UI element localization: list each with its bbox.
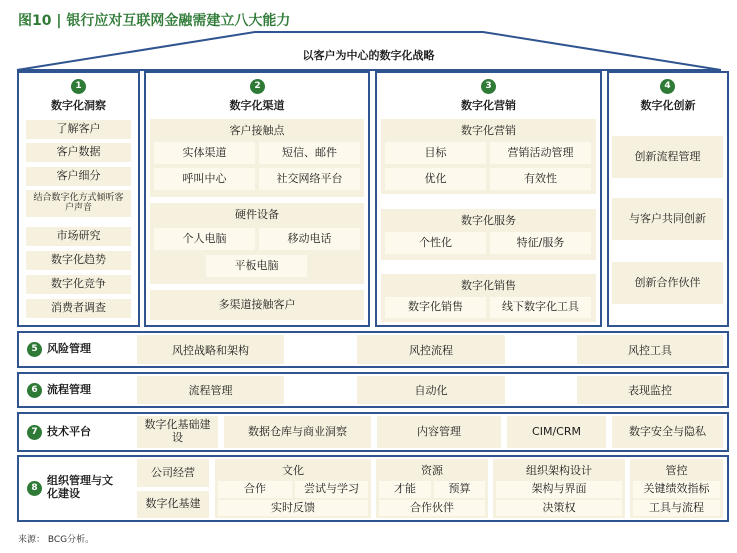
org-design-title: 组织架构设计 [526, 464, 592, 477]
channel-item: 社交网络平台 [259, 168, 360, 190]
resource-item: 合作伙伴 [379, 500, 485, 516]
roof-title: 以客户为中心的数字化战略 [302, 49, 435, 62]
risk-item: 风控流程 [357, 335, 505, 364]
sales-item: 数字化销售 [385, 297, 486, 318]
hardware-item: 个人电脑 [154, 228, 255, 250]
number-badge-3: 3 [481, 79, 496, 94]
tech-item: CIM/CRM [507, 416, 606, 448]
column-title-channel: 数字化渠道 [229, 99, 285, 112]
risk-item: 风控工具 [577, 335, 723, 364]
insight-item: 数字化趋势 [26, 251, 131, 270]
service-title: 数字化服务 [461, 214, 516, 227]
marketing-item: 目标 [385, 142, 486, 164]
resource-item: 预算 [434, 481, 485, 498]
marketing-item: 营销活动管理 [490, 142, 591, 164]
tech-item: 数字化基础建设 [137, 416, 218, 448]
culture-title: 文化 [282, 464, 304, 477]
process-item: 自动化 [357, 376, 505, 404]
figure-title: 图10 | 银行应对互联网金融需建立八大能力 [18, 13, 291, 29]
band-label-process: 流程管理 [47, 383, 91, 396]
column-title-innovation: 数字化创新 [640, 99, 696, 112]
governance-item: 关键绩效指标 [633, 481, 720, 498]
tech-item: 内容管理 [377, 416, 501, 448]
hardware-item: 移动电话 [259, 228, 360, 250]
column-title-marketing: 数字化营销 [461, 99, 516, 112]
resource-title: 资源 [421, 464, 443, 477]
culture-item: 实时反馈 [218, 500, 368, 516]
insight-item: 结合数字化方式倾听客户声音 [26, 190, 131, 217]
sales-title: 数字化销售 [461, 279, 516, 292]
tech-item: 数据仓库与商业洞察 [224, 416, 371, 448]
insight-item: 数字化竞争 [26, 275, 131, 294]
number-badge-6: 6 [27, 383, 42, 398]
number-badge-4: 4 [660, 79, 675, 94]
process-item: 表现监控 [577, 376, 723, 404]
hardware-item: 平板电脑 [206, 255, 307, 277]
number-badge-1: 1 [71, 79, 86, 94]
culture-item: 合作 [218, 481, 292, 498]
governance-item: 工具与流程 [633, 500, 720, 516]
insight-item: 消费者调查 [26, 299, 131, 318]
org-design-item: 架构与界面 [496, 481, 622, 498]
channel-item: 短信、邮件 [259, 142, 360, 164]
band-label-tech: 技术平台 [47, 425, 91, 438]
marketing-title: 数字化营销 [461, 124, 516, 137]
org-item: 数字化基建 [137, 491, 209, 518]
innovation-item: 创新流程管理 [612, 136, 723, 178]
insight-item: 客户细分 [26, 167, 131, 186]
culture-item: 尝试与学习 [295, 481, 368, 498]
marketing-item: 有效性 [490, 168, 591, 190]
insight-item: 客户数据 [26, 143, 131, 162]
channel-item: 实体渠道 [154, 142, 255, 164]
omnichannel-panel: 多渠道接触客户 [150, 290, 364, 320]
roof-outline [0, 0, 737, 80]
channel-item: 呼叫中心 [154, 168, 255, 190]
org-design-item: 决策权 [496, 500, 622, 516]
tech-item: 数字安全与隐私 [612, 416, 723, 448]
number-badge-2: 2 [250, 79, 265, 94]
insight-item: 了解客户 [26, 120, 131, 139]
innovation-item: 与客户共同创新 [612, 198, 723, 240]
process-item: 流程管理 [137, 376, 284, 404]
column-title-insight: 数字化洞察 [51, 99, 106, 112]
band-label-organization: 组织管理与文化建设 [47, 474, 113, 501]
insight-item: 市场研究 [26, 227, 131, 246]
marketing-item: 优化 [385, 168, 486, 190]
org-item: 公司经营 [137, 459, 209, 487]
service-item: 个性化 [385, 232, 486, 254]
number-badge-8: 8 [27, 481, 42, 496]
number-badge-5: 5 [27, 342, 42, 357]
risk-item: 风控战略和架构 [137, 335, 284, 364]
number-badge-7: 7 [27, 425, 42, 440]
source-note: 来源： BCG分析。 [18, 535, 95, 545]
innovation-item: 创新合作伙伴 [612, 262, 723, 304]
resource-item: 才能 [379, 481, 431, 498]
service-item: 特征/服务 [490, 232, 591, 254]
hardware-title: 硬件设备 [235, 208, 279, 221]
sales-item: 线下数字化工具 [490, 297, 591, 318]
band-label-risk: 风险管理 [47, 342, 91, 355]
governance-title: 管控 [665, 464, 688, 477]
touchpoint-title: 客户接触点 [229, 124, 285, 137]
